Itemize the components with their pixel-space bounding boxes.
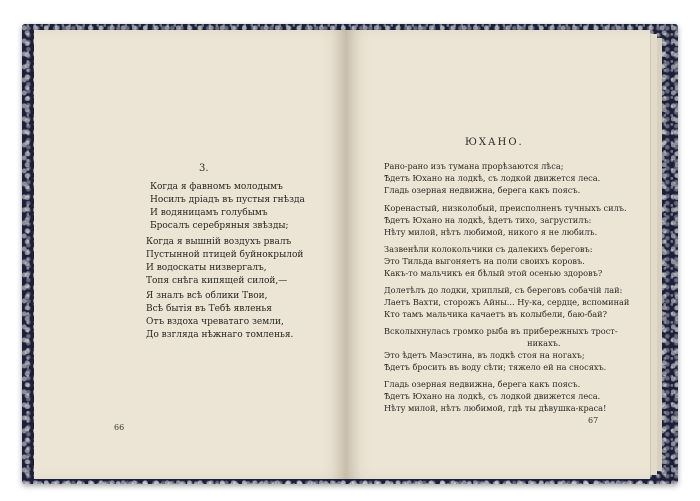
line: Всколыхнулась громко рыба въ прибережныхъ трост- xyxy=(384,326,618,336)
line: Долетѣлъ до лодки, хриплый, съ береговъ собачій лай: xyxy=(384,285,623,295)
line: никахъ. xyxy=(384,338,561,348)
line: Это Тильда выгоняетъ на поли своихъ коровъ. xyxy=(384,256,585,266)
right-stanza-1 xyxy=(384,160,600,196)
line: Всѣ бытія въ Тебѣ явленья xyxy=(146,304,272,314)
line: Нѣту милой, нѣтъ любимой, гдѣ ты дѣвушка-краса! xyxy=(384,403,607,413)
line: Рано-рано изъ тумана прорѣзаются лѣса; xyxy=(384,161,564,171)
line: Какъ-то мальчикъ ея бѣлый этой осенью здоровъ? xyxy=(384,268,603,278)
page-number-right: 67 xyxy=(588,416,599,425)
line: До взгляда нѣжнаго томленья. xyxy=(146,330,294,340)
right-stanza-6 xyxy=(384,378,606,414)
left-stanza-3 xyxy=(146,290,293,342)
right-stanza-4 xyxy=(384,284,629,320)
page-edges-inner xyxy=(650,34,657,475)
line: Ѣдетъ Юхано на лодкѣ, съ лодкой движется леса. xyxy=(384,391,601,401)
line: Зазвенѣли колокольчики съ далекихъ береговъ: xyxy=(384,244,593,254)
line: Коренастый, низколобый, преисполненъ тучныхъ силъ. xyxy=(384,203,627,213)
line: Гладь озерная недвижна, берега какъ поясъ. xyxy=(384,379,581,389)
line: И водяницамъ голубымъ xyxy=(150,208,268,218)
line: Я зналъ всѣ облики Твои, xyxy=(146,291,268,301)
line: Топя снѣга кипящей силой,— xyxy=(146,276,288,286)
line: Носилъ дріадъ въ пустыя гнѣзда xyxy=(150,195,305,205)
line: И водоскаты низвергалъ, xyxy=(146,263,267,273)
section-number: 3. xyxy=(199,163,209,174)
line: Пустынной птицей буйнокрылой xyxy=(146,250,304,260)
line: Ѣдетъ бросить въ воду сѣти; тяжело ей на сносяхъ. xyxy=(384,362,607,372)
right-stanza-3 xyxy=(384,243,602,279)
line: Отъ вздоха чреватаго земли, xyxy=(146,317,284,327)
left-stanza-2 xyxy=(146,236,303,288)
line: Лаетъ Вахти, сторожъ Айны... Ну-ка, сердце, вспоминай xyxy=(384,297,630,307)
poem-title: ЮХАНО. xyxy=(465,137,524,148)
line: Кто тамъ мальчика качаетъ въ колыбели, баю-бай? xyxy=(384,309,608,319)
line: Гладь озерная недвижна, берега какъ поясъ. xyxy=(384,185,581,195)
line: Бросалъ серебряныя звѣзды; xyxy=(150,221,289,231)
line: Ѣдетъ Юхано на лодкѣ, съ лодкой движется леса. xyxy=(384,173,601,183)
line: Ѣдетъ Юхано на лодкѣ, ѣдетъ тихо, загрустилъ: xyxy=(384,215,592,225)
right-stanza-2 xyxy=(384,202,627,238)
line: Это ѣдетъ Маэстина, въ лодкѣ стоя на ногахъ; xyxy=(384,350,585,360)
line: Нѣту милой, нѣтъ любимой, никого я не любилъ. xyxy=(384,227,598,237)
left-stanza-1 xyxy=(150,181,305,233)
line: Когда я фавномъ молодымъ xyxy=(150,182,283,192)
right-stanza-5 xyxy=(384,325,618,373)
line: Когда я вышній воздухъ рвалъ xyxy=(146,237,292,247)
page-number-left: 66 xyxy=(114,423,125,432)
